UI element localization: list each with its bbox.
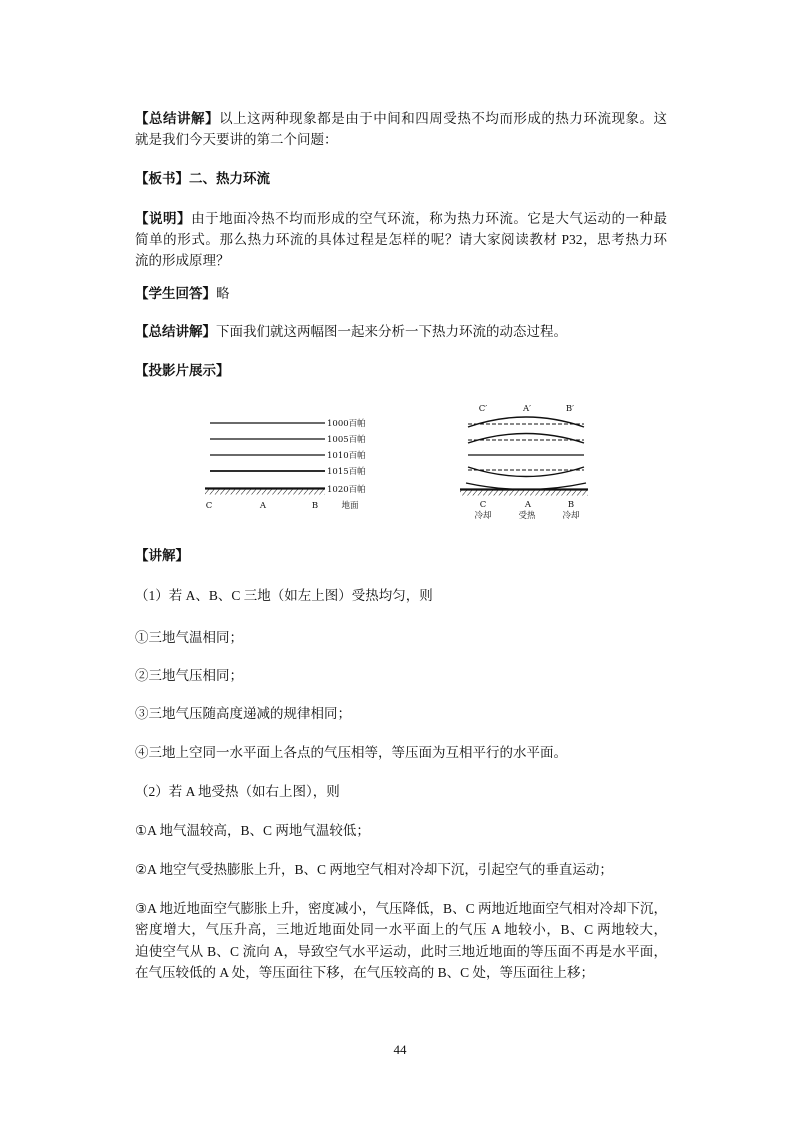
isobar-diagram-uniform (200, 400, 385, 515)
point-c-label: C (479, 500, 487, 510)
point-a-label: A (259, 501, 267, 511)
case-1-item-2-text: ②三地气压相同； (135, 668, 243, 683)
case-1-item-3-text: ③三地气压随高度递减的规律相同； (135, 706, 351, 721)
lecture-label: 【讲解】 (135, 548, 189, 563)
point-a-label: A (524, 500, 532, 510)
student-answer-label: 【学生回答】 (135, 286, 216, 301)
summary-paragraph-2 (135, 321, 667, 342)
point-b-label: B (567, 500, 575, 510)
summary-1-line-1 (135, 108, 667, 129)
raised-isobar-1-curve (468, 417, 584, 427)
isobar-diagram-heated (455, 398, 595, 522)
isobar-1020-label: 1020百帕 (327, 485, 366, 495)
case-1-heading-text: （1）若 A、B、C 三地（如左上图）受热均匀，则 (135, 588, 433, 603)
summary-2-text: 下面我们就这两幅图一起来分析一下热力环流的动态过程。 (216, 324, 567, 339)
blackboard-label: 【板书】 (135, 171, 189, 186)
ground-label: 地面 (341, 501, 359, 511)
explanation-paragraph (135, 208, 667, 271)
student-answer-line (135, 283, 667, 304)
upper-point-b-label: B′ (565, 404, 575, 414)
case-2-item-2-text: ②A 地空气受热膨胀上升，B、C 两地空气相对冷却下沉，引起空气的垂直运动； (135, 862, 613, 877)
case-2-item-3-line-4: 在气压较低的 A 处，等压面往下移，在气压较高的 B、C 处，等压面往上移； (135, 964, 595, 980)
case-1-item-2 (135, 665, 667, 686)
case-1-item-3 (135, 703, 667, 724)
case-1-item-4 (135, 742, 667, 763)
point-b-label: B (311, 501, 319, 511)
blackboard-line (135, 168, 667, 189)
point-c-label: C (205, 501, 213, 511)
isobar-1000-label: 1000百帕 (327, 419, 366, 429)
lecture-heading (135, 545, 667, 566)
case-1-heading (135, 585, 667, 606)
isobar-1005-label: 1005百帕 (327, 435, 366, 445)
isobar-1010-label: 1010百帕 (327, 451, 366, 461)
cooling-c-label: 冷却 (474, 511, 492, 521)
explanation-text-1: 由于地面冷热不均而形成的空气环流，称为热力环流。它是大气运动的一种最 (191, 211, 668, 226)
summary-1-text-1: 以上这两种现象都是由于中间和四周受热不均而形成的热力环流现象。这 (219, 111, 668, 126)
case-2-item-3 (135, 898, 667, 983)
student-answer-paragraph (135, 283, 667, 304)
ground-hatching (205, 490, 325, 495)
upper-point-a-label: A′ (522, 404, 532, 414)
slide-show-label: 【投影片展示】 (135, 363, 230, 378)
summary-paragraph-1 (135, 108, 667, 150)
case-2-item-2 (135, 859, 667, 880)
case-2-item-1 (135, 820, 667, 841)
summary-1-label: 【总结讲解】 (135, 111, 220, 126)
isobar-1015-label: 1015百帕 (327, 467, 366, 477)
page-number: 44 (393, 1042, 407, 1057)
heating-a-label: 受热 (518, 511, 536, 521)
lowered-isobar-4-curve (468, 467, 584, 477)
explanation-line-3: 流的形成原理？ (135, 253, 230, 268)
ground-hatching (460, 491, 588, 496)
upper-point-c-label: C′ (478, 404, 488, 414)
case-2-heading (135, 781, 667, 802)
slide-show-heading (135, 360, 667, 381)
case-2-item-3-line-2: 密度增大，气压升高，三地近地面处同一水平面上的气压 A 地较小，B、C 两地较大， (135, 922, 667, 938)
cooling-b-label: 冷却 (562, 511, 580, 521)
case-2-item-1-text: ①A 地气温较高，B、C 两地气温较低； (135, 823, 370, 838)
case-2-item-3-line-3: 迫使空气从 B、C 流向 A，导致空气水平运动，此时三地近地面的等压面不再是水平面， (135, 943, 667, 959)
explanation-label: 【说明】 (135, 211, 192, 226)
summary-2-label: 【总结讲解】 (135, 324, 216, 339)
explanation-line-1 (135, 208, 667, 229)
blackboard-text: 二、热力环流 (189, 171, 270, 186)
explanation-line-2: 简单的形式。那么热力环流的具体过程是怎样的呢？请大家阅读教材 P32，思考热力环 (135, 232, 667, 247)
case-2-item-3-line-1: ③A 地近地面空气膨胀上升，密度减小，气压降低，B、C 两地近地面空气相对冷却下沉， (135, 901, 667, 916)
blackboard-heading (135, 168, 667, 189)
student-answer-text: 略 (216, 286, 230, 301)
case-1-item-4-text: ④三地上空同一水平面上各点的气压相等，等压面为互相平行的水平面。 (135, 745, 567, 760)
case-1-item-1 (135, 627, 667, 648)
case-1-item-1-text: ①三地气温相同； (135, 630, 243, 645)
summary-2-line (135, 321, 667, 342)
summary-1-line-2: 就是我们今天要讲的第二个问题： (135, 132, 338, 147)
raised-isobar-2-curve (468, 434, 584, 444)
case-2-heading-text: （2）若 A 地受热（如右上图），则 (135, 784, 340, 799)
